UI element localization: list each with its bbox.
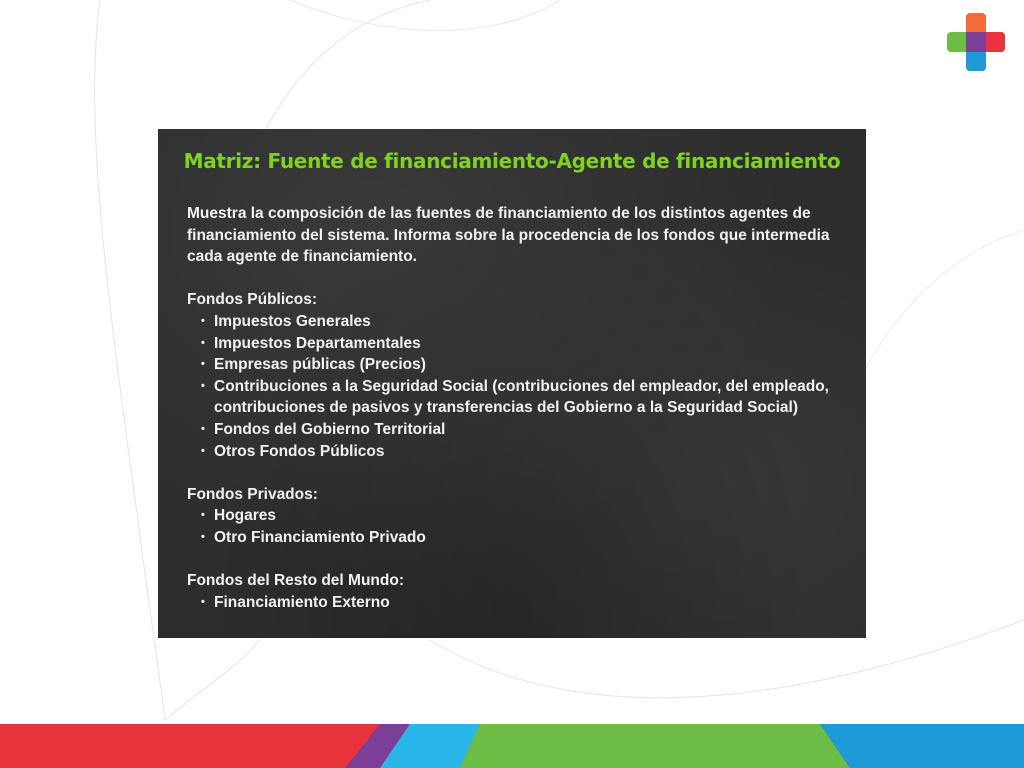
bullet-list [187, 311, 859, 462]
slide-body [187, 203, 859, 613]
list-item: • Impuestos Departamentales [187, 333, 859, 355]
list-item: • Impuestos Generales [187, 311, 859, 333]
bullet-list [187, 592, 859, 614]
group-fondos-privados [187, 484, 859, 549]
group-heading: Fondos del Resto del Mundo: [187, 572, 404, 590]
list-item: • Empresas públicas (Precios) [187, 354, 859, 376]
group-fondos-publicos [187, 289, 859, 462]
cross-logo-icon [946, 12, 1006, 72]
group-heading: Fondos Públicos: [187, 291, 318, 309]
footer-color-bar [0, 724, 1024, 768]
list-item: • Otros Fondos Públicos [187, 441, 859, 463]
list-item: • Fondos del Gobierno Territorial [187, 419, 859, 441]
chalkboard-panel [158, 129, 866, 638]
group-fondos-resto-mundo [187, 570, 859, 613]
list-item: • Contribuciones a la Seguridad Social (contribuciones del empleador, del empleado, contribuciones de pasivos y transferencias del Gobierno a la Seguridad Social) [187, 376, 859, 419]
bullet-list [187, 505, 859, 548]
list-item: • Otro Financiamiento Privado [187, 527, 859, 549]
list-item: • Hogares [187, 505, 859, 527]
group-heading: Fondos Privados: [187, 485, 318, 503]
slide-title: Matriz: Fuente de financiamiento-Agente de financiamiento [183, 149, 841, 173]
list-item: • Financiamiento Externo [187, 592, 859, 614]
intro-paragraph: Muestra la composición de las fuentes de financiamiento de los distintos agentes de financiamiento del sistema. Informa sobre la procedencia de los fondos que intermedia cada agente de financiamiento. [187, 205, 830, 266]
